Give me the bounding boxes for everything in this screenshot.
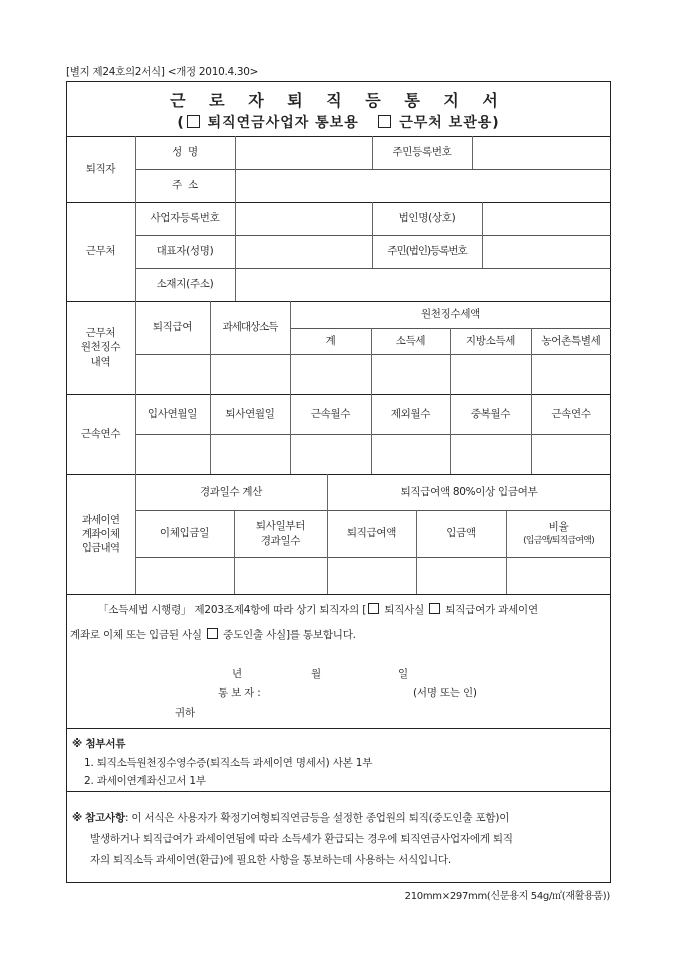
subtitle-open: (	[177, 115, 185, 131]
paper-spec: 210mm×297mm(신문용지 54g/㎡(재활용품))	[404, 891, 610, 902]
label-transfer-date: 이체입금일	[159, 527, 210, 540]
label-deposit-amount: 입금액	[446, 527, 476, 540]
field-rural-tax[interactable]	[532, 355, 610, 393]
declaration-line-1	[98, 602, 538, 617]
checkbox-pension-provider[interactable]	[187, 115, 200, 128]
divider	[66, 728, 611, 729]
label-total: 계	[325, 334, 336, 347]
label-tax-amount: 원천징수세액	[420, 308, 481, 321]
label-service-years: 근속연수	[551, 407, 591, 420]
checkbox-transfer[interactable]	[429, 603, 440, 614]
field-deposit-amount[interactable]	[417, 558, 505, 593]
label-rural-tax: 농어촌특별세	[541, 334, 601, 347]
notifier-field[interactable]	[285, 682, 405, 698]
label-elapsed-days: 퇴사일부터 경과일수	[255, 520, 306, 547]
section-workplace: 근무처	[85, 245, 116, 258]
option-interim: 중도인출 사실]를 통보합니다.	[223, 629, 356, 641]
label-rrn: 주민등록번호	[392, 146, 452, 159]
divider	[66, 594, 611, 595]
section-retiree: 퇴직자	[85, 162, 116, 175]
field-address[interactable]	[236, 170, 610, 201]
section-withholding: 근무처 원천징수 내역	[80, 327, 121, 368]
reference-line-3: 자의 퇴직소득 과세이연(환급)에 필요한 사항을 통보하는데 사용하는 서식입니다.	[90, 854, 452, 866]
option-pension-provider: 퇴직연금사업자 통보용	[207, 115, 359, 131]
label-address: 주 소	[172, 179, 198, 192]
field-elapsed-days[interactable]	[235, 558, 326, 593]
date-month-label: 월	[311, 668, 321, 680]
label-service-months: 근속월수	[310, 407, 351, 420]
reference-mark: ※	[72, 812, 83, 824]
attachments-heading	[72, 736, 125, 751]
label-corp-rrn: 주민(법인)등록번호	[387, 245, 467, 258]
option-retire: 퇴직사실	[384, 604, 425, 616]
label-hire-date: 입사연월일	[147, 407, 198, 420]
section-tenure: 근속연수	[80, 427, 121, 440]
label-taxable-income: 과세대상소득	[222, 321, 278, 334]
field-ratio[interactable]	[507, 558, 610, 593]
section-deferral: 과세이연 계좌이체 입금내역	[81, 513, 120, 555]
recipient-label: 귀하	[175, 707, 195, 719]
label-location: 소재지(주소)	[156, 278, 214, 291]
field-transfer-date[interactable]	[136, 558, 233, 593]
field-representative[interactable]	[236, 236, 371, 267]
field-service-years[interactable]	[532, 435, 610, 473]
label-leave-date: 퇴사연월일	[225, 407, 275, 420]
attachment-item: 1. 퇴직소득원천징수영수증(퇴직소득 과세이연 명세서) 사본 1부	[84, 757, 373, 769]
option-workplace-copy: 근무처 보관용	[399, 115, 493, 131]
label-deposit-group: 퇴직급여액 80%이상 입금여부	[400, 485, 538, 498]
reference-line-1	[72, 810, 509, 825]
form-title: 근 로 자 퇴 직 등 통 지 서	[170, 91, 507, 110]
label-local-tax: 지방소득세	[465, 334, 516, 347]
label-elapsed-group: 경과일수 계산	[199, 485, 263, 498]
field-name[interactable]	[236, 137, 371, 168]
date-year-label: 년	[232, 668, 242, 680]
declaration-text-2: 계좌로 이체 또는 입금된 사실	[70, 629, 202, 641]
checkbox-retire[interactable]	[368, 603, 379, 614]
attachments-mark: ※	[72, 738, 83, 750]
date-day-label: 일	[398, 668, 408, 680]
notifier-label: 통 보 자 :	[218, 687, 261, 699]
sign-label: (서명 또는 인)	[413, 687, 477, 699]
field-local-tax[interactable]	[451, 355, 530, 393]
declaration-text-1: 「소득세법 시행령」 제203조제4항에 따라 상기 퇴직자의 [	[98, 604, 367, 616]
label-income-tax: 소득세	[395, 334, 426, 347]
field-total[interactable]	[291, 355, 370, 393]
label-pay-amount: 퇴직급여액	[346, 527, 397, 540]
field-retirement-pay[interactable]	[136, 355, 209, 393]
form-number: [별지 제24호의2서식] <개정 2010.4.30>	[66, 66, 259, 78]
reference-text-1: : 이 서식은 사용자가 확정기여형퇴직연금등을 설정한 종업원의 퇴직(중도인출 포함)이	[124, 812, 510, 824]
field-corp-rrn[interactable]	[483, 236, 610, 267]
reference-line-2: 발생하거나 퇴직급여가 과세이연됨에 따라 소득세가 환급되는 경우에 퇴직연금사업자에게 퇴직	[90, 833, 513, 845]
label-ratio: 비율	[548, 521, 569, 534]
field-overlap-months[interactable]	[451, 435, 530, 473]
label-name: 성 명	[172, 146, 198, 159]
option-transfer: 퇴직급여가 과세이연	[445, 604, 538, 616]
reference-heading: 참고사항	[85, 812, 125, 824]
checkbox-workplace-copy[interactable]	[378, 115, 391, 128]
field-rrn[interactable]	[473, 137, 610, 168]
field-taxable-income[interactable]	[211, 355, 289, 393]
field-bizno[interactable]	[236, 203, 371, 234]
field-hire-date[interactable]	[136, 435, 209, 473]
field-income-tax[interactable]	[372, 355, 449, 393]
field-location[interactable]	[236, 269, 610, 300]
subtitle-close: )	[492, 115, 500, 131]
divider	[66, 791, 611, 792]
label-ratio-cell	[506, 510, 611, 557]
form-subtitle	[66, 112, 611, 132]
field-corp-name[interactable]	[483, 203, 610, 234]
attachments-title: 첨부서류	[85, 738, 126, 750]
field-excluded-months[interactable]	[372, 435, 449, 473]
field-service-months[interactable]	[291, 435, 370, 473]
label-retirement-pay: 퇴직급여	[152, 321, 193, 334]
attachment-item: 2. 과세이연계좌신고서 1부	[84, 775, 206, 787]
declaration-line-2	[70, 627, 356, 642]
field-leave-date[interactable]	[211, 435, 289, 473]
label-overlap-months: 중복월수	[470, 407, 511, 420]
label-representative: 대표자(성명)	[156, 245, 214, 258]
label-ratio-note: (입금액/퇴직급여액)	[523, 535, 594, 546]
label-bizno: 사업자등록번호	[150, 212, 220, 225]
label-corp-name: 법인명(상호)	[398, 212, 456, 225]
label-excluded-months: 제외월수	[390, 407, 431, 420]
checkbox-interim[interactable]	[207, 628, 218, 639]
field-pay-amount[interactable]	[328, 558, 415, 593]
